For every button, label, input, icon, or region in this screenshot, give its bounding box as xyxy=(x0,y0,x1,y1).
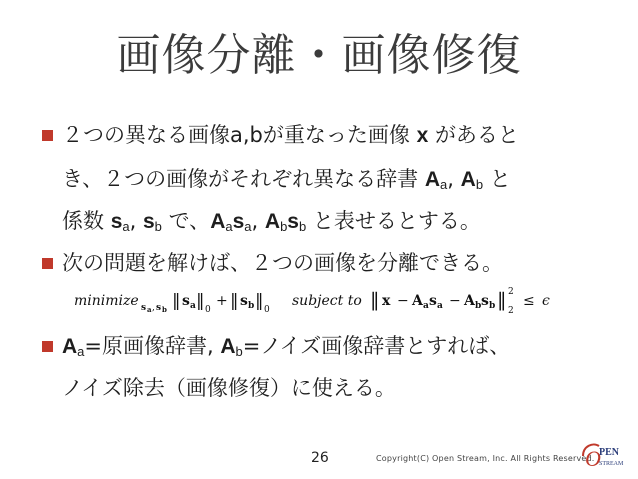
formula-x: x xyxy=(382,293,391,309)
formula-sub-sa-index: a xyxy=(147,305,152,314)
subscript: a xyxy=(225,219,233,234)
logo-word-bottom: STREAM xyxy=(599,461,624,467)
logo-mark: O xyxy=(585,446,601,471)
formula-A: A xyxy=(412,293,423,309)
formula-subscript-two: 2 xyxy=(508,306,514,316)
bullet1-line3-mid: で、 xyxy=(168,209,211,233)
bullet1-line1-text: ２つの異なる画像a,bが重なった画像 xyxy=(62,123,410,147)
formula-s: s xyxy=(429,293,437,309)
formula-zero: 0 xyxy=(205,305,211,315)
formula-s-index: b xyxy=(489,301,496,311)
variable-s: s xyxy=(142,210,155,233)
formula-plus: + xyxy=(216,293,228,309)
bullet1-line1-tail: があると xyxy=(434,123,519,147)
bullet-marker xyxy=(42,258,53,269)
formula-zero: 0 xyxy=(264,305,270,315)
separator: , xyxy=(129,209,137,233)
bullet3-line2: ノイズ除去（画像修復）に使える。 xyxy=(62,376,396,400)
variable-A: A xyxy=(210,210,226,233)
formula-norm-open: ‖ xyxy=(370,289,380,311)
slide-title: 画像分離・画像修復 xyxy=(116,30,522,81)
variable-A: A xyxy=(62,335,78,358)
bullet-marker xyxy=(42,130,53,141)
formula-sa: s xyxy=(182,293,190,309)
open-stream-logo xyxy=(579,440,625,472)
variable-A: A xyxy=(220,335,236,358)
subscript: a xyxy=(440,177,448,192)
separator: , xyxy=(447,167,454,191)
formula-norm-open: ‖ xyxy=(172,291,181,311)
bullet3-line1 xyxy=(62,331,510,367)
variable-x: x xyxy=(416,124,429,147)
bullet-marker xyxy=(42,341,53,352)
subscript: b xyxy=(235,344,243,359)
formula-leq: ≤ xyxy=(523,293,535,309)
optimization-formula xyxy=(74,283,584,317)
bullet1-line3-text: 係数 xyxy=(62,209,104,233)
variable-s: s xyxy=(232,210,245,233)
formula-s-index: a xyxy=(437,301,443,311)
bullet1-line2-tail: と xyxy=(489,167,511,191)
bullet3-line1-mid: =原画像辞書, xyxy=(84,334,214,358)
logo-word-top: PEN xyxy=(599,447,619,458)
formula-norm-close: ‖ xyxy=(497,289,507,311)
variable-s: s xyxy=(287,210,299,233)
formula-superscript-two: 2 xyxy=(508,287,514,297)
subscript: a xyxy=(122,219,130,234)
separator: , xyxy=(251,209,259,233)
variable-A: A xyxy=(460,168,476,191)
bullet1-line1 xyxy=(62,120,519,151)
formula-s: s xyxy=(481,293,489,309)
formula-minus: − xyxy=(397,293,409,309)
subscript: a xyxy=(244,219,252,234)
formula-sub-sa: s xyxy=(141,303,147,313)
bullet2-line1: 次の問題を解けば、２つの画像を分離できる。 xyxy=(62,251,503,275)
formula-A-index: b xyxy=(475,301,482,311)
formula-norm-close: ‖ xyxy=(196,291,205,311)
variable-s: s xyxy=(110,210,123,233)
variable-A: A xyxy=(424,168,441,191)
formula-epsilon: ϵ xyxy=(542,293,550,309)
formula-sub-comma: , xyxy=(152,303,155,313)
subscript: b xyxy=(298,219,307,234)
formula-minus: − xyxy=(449,293,461,309)
formula-A-index: a xyxy=(423,301,429,311)
formula-sub-sb-index: b xyxy=(162,305,167,314)
bullet3-line1-tail: =ノイズ画像辞書とすれば、 xyxy=(242,334,511,358)
subscript: b xyxy=(280,219,288,234)
bullet1-line3-tail: と表せるとする。 xyxy=(312,209,481,233)
formula-norm-close: ‖ xyxy=(255,291,264,311)
formula-A: A xyxy=(464,293,475,309)
formula-sb-index: b xyxy=(248,301,255,311)
formula-sub-sb: s xyxy=(156,303,162,313)
copyright-notice: Copyright(C) Open Stream, Inc. All Rights Reserved. xyxy=(376,454,595,463)
variable-A: A xyxy=(264,210,281,233)
subscript: a xyxy=(77,344,85,359)
bullet1-line2-text: き、２つの画像がそれぞれ異なる辞書 xyxy=(62,167,419,191)
subscript: b xyxy=(475,177,484,192)
formula-sb: s xyxy=(240,293,248,309)
page-number: 26 xyxy=(311,450,329,466)
formula-minimize: minimize xyxy=(74,293,139,309)
bullet1-line2 xyxy=(62,164,511,200)
subscript: b xyxy=(154,219,162,234)
formula-subject-to: subject to xyxy=(292,293,362,309)
bullet1-line3 xyxy=(62,206,481,242)
formula-norm-open: ‖ xyxy=(230,291,239,311)
formula-sa-index: a xyxy=(190,301,196,311)
